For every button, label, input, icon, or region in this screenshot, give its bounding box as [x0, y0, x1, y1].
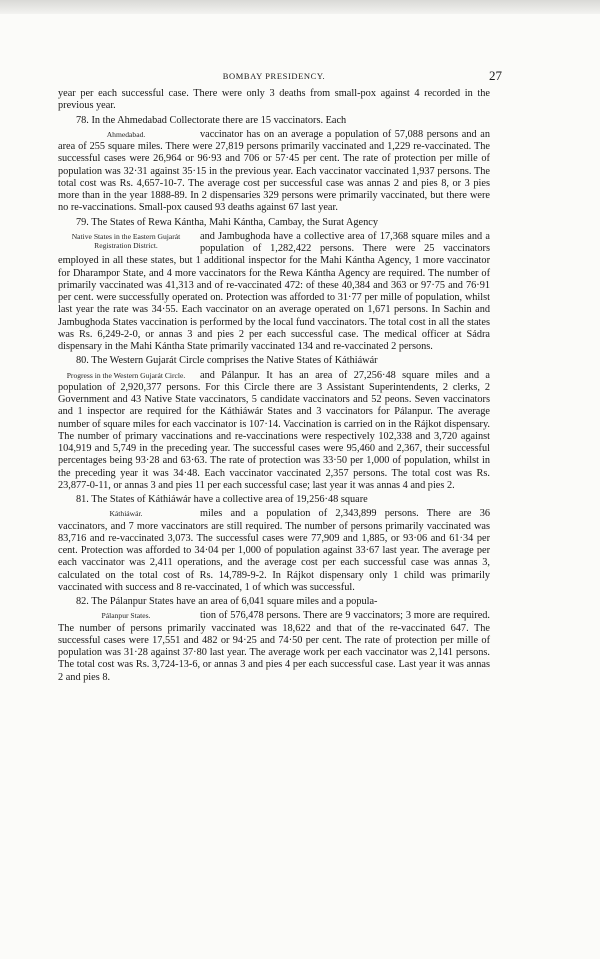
page-top-edge [0, 0, 600, 14]
margin-note-kathiawar: Káthiáwár. [109, 509, 143, 519]
paragraph-text: miles and a population of 2,343,899 persons. There are 36 vaccinators, and 7 more vaccinators are still required. The number of persons primarily vaccinated was 83,716 and re-vaccinated 3,073. The successful cases were 77,909 and 1,885, or 93·06 and 61·34 per cent. Protection was afforded to 34·04 per 1,000 of population against 33·67 last year. The average per each vaccinator was 2,411 operations, and the average cost per each successful case was annas 3, calculated on the total cost of Rs. 14,789-9-2. In Rájkot dispensary only 1 child was primarily vaccinated with success and 8 re-vaccinated, 1 of which was successful. [58, 508, 490, 593]
page-number: 27 [489, 68, 502, 83]
continuation-paragraph: year per each successful case. There were only 3 deaths from small-pox against 4 recorded in the previous year. [58, 88, 490, 112]
paragraph-82 [58, 596, 490, 608]
paragraph-82-body [58, 610, 490, 684]
page-header [58, 68, 502, 84]
paragraph-lead: In the Ahmedabad Collectorate there are 15 vaccinators. Each [91, 114, 347, 126]
paragraph-lead: The States of Rewa Kántha, Mahi Kántha, Cambay, the Surat Agency [91, 216, 378, 228]
paragraph-80 [58, 355, 490, 367]
paragraph-number: 78. [76, 114, 89, 126]
paragraph-number: 79. [76, 216, 89, 228]
paragraph-79-body [58, 231, 490, 354]
paragraph-text: tion of 576,478 persons. There are 9 vaccinators; 3 more are required. The number of persons primarily vaccinated was 18,622 and that of the re-vaccinated 647. The successful cases were 17,551 and 482 or 94·25 and 74·50 per cent. The rate of protection per mille of population was 31·28 against 37·80 last year. The average work per each vaccinator was 2,141 persons. The total cost was Rs. 3,724-13-6, or annas 3 and pies 4 per each successful case. Last year it was annas 2 and pies 8. [58, 610, 490, 683]
paragraph-lead: The Western Gujarát Circle comprises the Native States of Káthiáwár [91, 355, 378, 367]
paragraph-lead: The Pálanpur States have an area of 6,041 square miles and a popula- [91, 596, 378, 607]
paragraph-81 [58, 494, 490, 506]
running-head: BOMBAY PRESIDENCY. [222, 71, 326, 81]
paragraph-78 [58, 115, 490, 127]
paragraph-80-body [58, 370, 490, 493]
paragraph-81-body [58, 508, 490, 594]
document-page [58, 68, 502, 686]
margin-note-palanpur: Pálanpur States. [101, 611, 151, 621]
paragraph-text: vaccinator has on an average a population of 57,088 persons and an area of 255 square miles. There were 27,819 persons primarily vaccinated and 1,229 re-vaccinated. The successful cases were 26,964 or 96·93 and 706 or 57·45 per cent. The rate of protection per mille of population was 32·31 against 35·15 in the previous year. Each vaccinator vaccinated 1,937 persons. The total cost was Rs. 4,657-10-7. The average cost per successful case was annas 2 and pies 8, or 3 pies more than in the year 1888-89. In 2 dispensaries 329 persons were primarily vaccinated, but there were no re-vaccinations. Small-pox caused 93 deaths against 67 last year. [58, 128, 490, 214]
paragraph-number: 81. [76, 494, 89, 505]
paragraph-79 [58, 217, 490, 229]
paragraph-number: 82. [76, 596, 89, 607]
margin-note-western-gujarat: Progress in the Western Gujarát Circle. [66, 370, 186, 380]
margin-note-ahmedabad: Ahmedabad. [106, 129, 146, 139]
paragraph-text: and Jambughoda have a collective area of 17,368 square miles and a population of 1,282,422 persons. There were 25 vaccinators employed in all these states, but 1 additional inspector for the Mahi Kántha Agency, 1 more vaccinator for Dharampor State, and 4 more vaccinators for the Rewa Kántha Agency are required. The number of primarily vaccinated was 41,313 and of re-vaccinated 472: of these 40,384 and 363 or 97·75 and 76·91 per cent. were successfully operated on. Protection was afforded to 31·77 per mille of population, whilst last year the rate was 34·55. Each vaccinator on an average operated on 1,671 persons. In Sachin and Jambughoda States vaccination is performed by the local fund vaccinators. The total cost in all the states was Rs. 6,249-2-0, or annas 3 and pies 2 per each successful case. The medical officer at Sádra dispensary in the Mahi Kántha State primarily vaccinated 134 and re-vaccinated 2 persons. [58, 230, 490, 352]
paragraph-number: 80. [76, 355, 89, 367]
paragraph-78-body [58, 129, 490, 215]
margin-note-eastern-gujarat: Native States in the Eastern Gujarát Registration District. [71, 231, 181, 250]
paragraph-text: and Pálanpur. It has an area of 27,256·48 square miles and a population of 2,920,377 persons. For this Circle there are 3 Assistant Superintendents, 2 clerks, 2 Government and 43 Native State vaccinators, 5 candidate vaccinators and 52 peons. Seven vaccinators and 1 inspector are required for the Káthiáwár States and 3 vaccinators for Pálanpur. The average number of square miles for each vaccinator is 107·14. Vaccination is carried on in the Rájkot dispensary. The number of primary vaccinations and re-vaccinations were respectively 102,338 and 3,720 against 104,919 and 5,749 in the preceding year. The successful cases were 95,460 and 2,367, their successful percentages being 93·28 and 63·63. The rate of protection was 33·50 per 1,000 of population, whilst in the preceding year it was 34·48. Each vaccinator vaccinated 2,357 persons. The total cost was Rs. 23,877-0-11, or annas 3 and pies 11 per each successful case; last year it was annas 4 and pies 2. [58, 369, 490, 491]
paragraph-lead: The States of Káthiáwár have a collective area of 19,256·48 square [91, 494, 368, 505]
